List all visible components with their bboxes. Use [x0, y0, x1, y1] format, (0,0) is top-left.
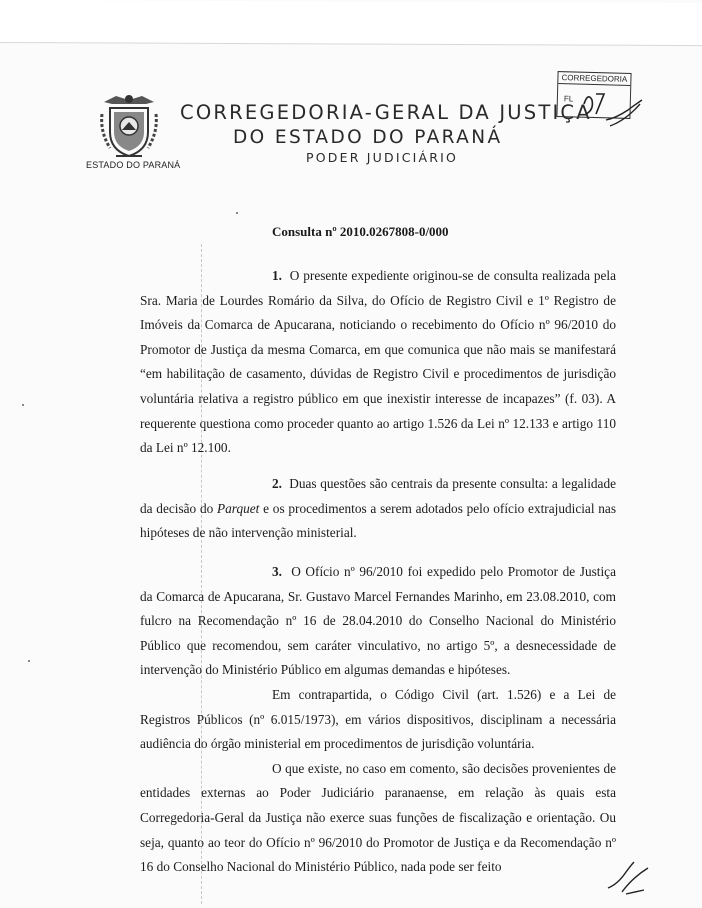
- scan-speck: [236, 212, 238, 214]
- handwritten-sheet-number-icon: [570, 80, 650, 140]
- state-label: ESTADO DO PARANÁ: [86, 160, 181, 170]
- paragraph-text-continued: e os procedimentos a serem adotados pelo ofício extrajudicial nas hipóteses de não intervenção ministerial.: [140, 500, 616, 541]
- paragraph-text: Duas questões são centrais da presente consulta: a legalidade da decisão do: [140, 476, 616, 516]
- paragraph-number: 3.: [272, 564, 282, 579]
- paragraph-number: 2.: [272, 476, 282, 491]
- stamp-sheet-prefix: FL: [563, 94, 574, 104]
- institution-title: CORREGEDORIA-GERAL DA JUSTIÇA: [180, 101, 592, 124]
- paragraph-text: O Ofício nº 96/2010 foi expedido pelo Promotor de Justiça da Comarca de Apucarana, Sr. Gustavo Marcel Fernandes Marinho, em 23.08.2010, com fulcro na Recomendação nº 16 de 28.04.2010 do Conselho Nacional do Ministério Público que recomendou, sem caráter vinculativo, no artigo 5º, a desnecessidade de intervenção do Ministério Público em algumas demandas e hipóteses.: [140, 564, 616, 678]
- coat-of-arms-icon: [96, 92, 162, 162]
- consulta-reference: Consulta nº 2010.0267808-0/000: [272, 224, 449, 239]
- scan-speck: [28, 660, 30, 662]
- paragraph-number: 1.: [272, 268, 282, 283]
- parquet-term: Parquet: [217, 500, 260, 516]
- paragraph-4: Em contrapartida, o Código Civil (art. 1.526) e a Lei de Registros Públicos (nº 6.015/1973), em vários dispositivos, disciplinam a necessária audiência do órgão ministerial em procedimentos de jurisdição voluntária.: [140, 686, 616, 752]
- institution-subtitle: DO ESTADO DO PARANÁ: [233, 127, 503, 148]
- stamp-label: CORREGEDORIA: [558, 72, 630, 86]
- scan-speck: [22, 404, 24, 406]
- paragraph-2: [140, 472, 616, 546]
- paragraph-5: O que existe, no caso em comento, são decisões provenientes de entidades externas ao Poder Judiciário paranaense, em relação às quais esta Corregedoria-Geral da Justiça não exerce suas funções de fiscalização e orientação. Ou seja, quanto ao teor do Ofício nº 96/2010 do Promotor de Justiça e da Recomendação nº 16 do Conselho Nacional do Ministério Público, nada pode ser feito: [140, 760, 616, 875]
- paragraph-text: O presente expediente originou-se de consulta realizada pela Sra. Maria de Lourdes Romário da Silva, do Ofício de Registro Civil e 1º Registro de Imóveis da Comarca de Apucarana, noticiando o recebimento do Ofício nº 96/2010 do Promotor de Justiça da mesma Comarca, em que comunica que não mais se manifestará “em habilitação de casamento, dúvidas de Registro Civil e procedimentos de jurisdição voluntária relativa a registro público em que inexistir interesse de incapazes” (f. 03). A requerente questiona como proceder quanto ao artigo 1.526 da Lei nº 12.133 e artigo 110 da Lei nº 12.100.: [140, 268, 616, 456]
- paragraph-3: [140, 560, 616, 880]
- rubric-signature-icon: [604, 858, 656, 898]
- paragraph-1: [140, 264, 616, 461]
- institution-branch: PODER JUDICIÁRIO: [306, 150, 459, 165]
